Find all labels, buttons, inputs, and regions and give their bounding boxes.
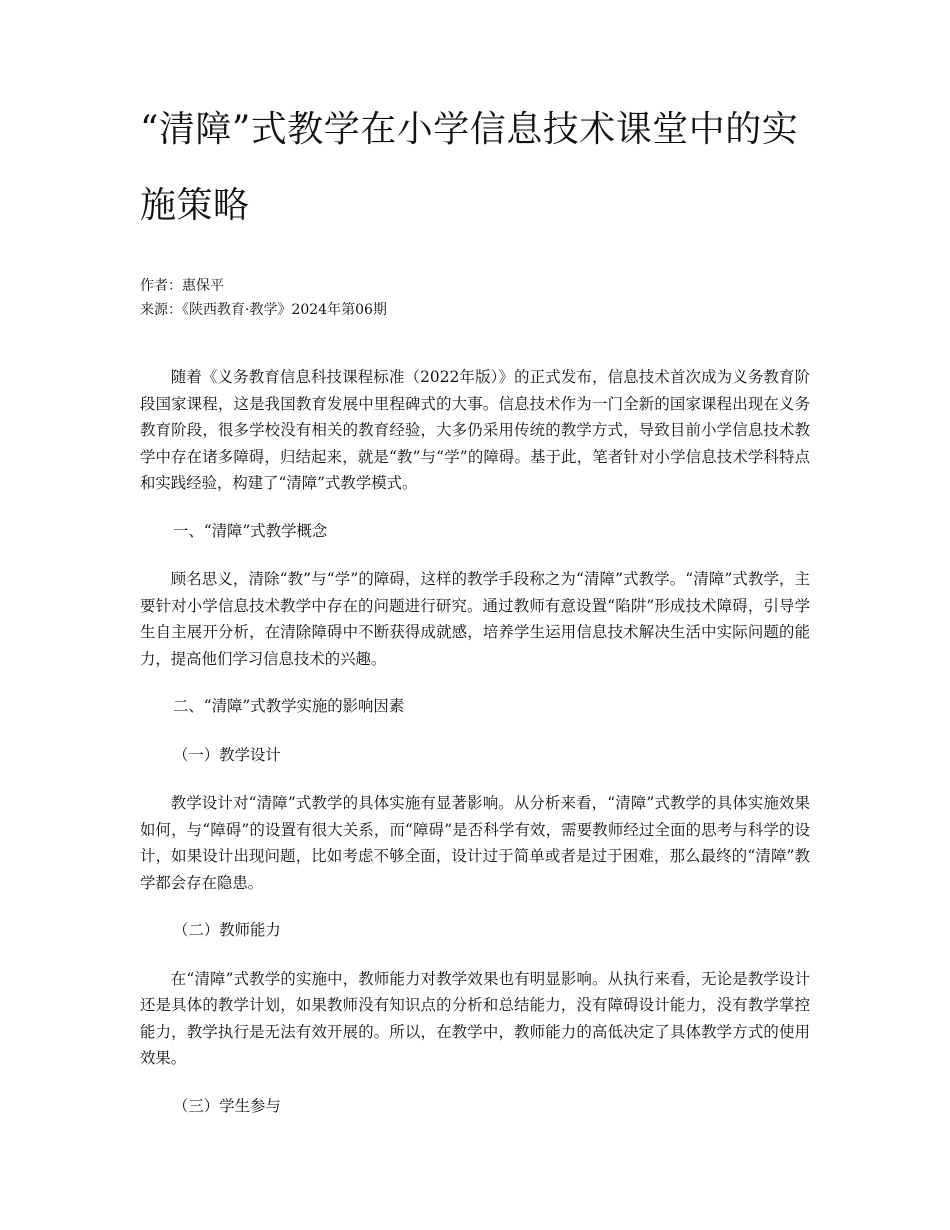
source-line: 来源：《陕西教育·教学》2024年第06期 [140,302,387,318]
subsection-heading-student-participation: （三）学生参与 [173,1096,281,1115]
article-body [140,364,810,1119]
teacher-ability-paragraph: 在“清障”式教学的实施中，教师能力对教学效果也有明显影响。从执行来看，无论是教学设计还是具体的教学计划，如果教师没有知识点的分析和总结能力，没有障碍设计能力，没有教学掌控能力，教学执行是无法有效开展的。所以，在教学中，教师能力的高低决定了具体教学方式的使用效果。 [140,969,810,1067]
section-heading-factors: 二、“清障”式教学实施的影响因素 [173,697,405,715]
author-line: 作者：惠保平 [140,278,224,294]
article-meta [140,274,810,322]
concept-paragraph: 顾名思义，清除“教”与“学”的障碍，这样的教学手段称之为“清障”式教学。“清障”式教学，主要针对小学信息技术教学中存在的问题进行研究。通过教师有意设置“陷阱”形成技术障碍，引导学生自主展开分析，在清除障碍中不断获得成就感，培养学生运用信息技术解决生活中实际问题的能力，提高他们学习信息技术的兴趣。 [140,570,810,668]
section-heading-concept: 一、“清障”式教学概念 [173,521,328,540]
article-title: “清障”式教学在小学信息技术课堂中的实施策略 [140,109,799,226]
intro-paragraph: 随着《义务教育信息科技课程标准（2022年版）》的正式发布，信息技术首次成为义务教育阶段国家课程，这是我国教育发展中里程碑式的大事。信息技术作为一门全新的国家课程出现在义务教育阶段，很多学校没有相关的教育经验，大多仍采用传统的教学方式，导致目前小学信息技术教学中存在诸多障碍，归结起来，就是“教”与“学”的障碍。基于此，笔者针对小学信息技术学科特点和实践经验，构建了“清障”式教学模式。 [140,368,810,492]
subsection-heading-teaching-design: （一）教学设计 [173,745,281,764]
subsection-heading-teacher-ability: （二）教师能力 [173,921,281,939]
teaching-design-paragraph: 教学设计对“清障”式教学的具体实施有显著影响。从分析来看，“清障”式教学的具体实施效果如何，与“障碍”的设置有很大关系，而“障碍”是否科学有效，需要教师经过全面的思考与科学的设计，如果设计出现问题，比如考虑不够全面，设计过于简单或者是过于困难，那么最终的“清障”教学都会存在隐患。 [140,794,810,892]
